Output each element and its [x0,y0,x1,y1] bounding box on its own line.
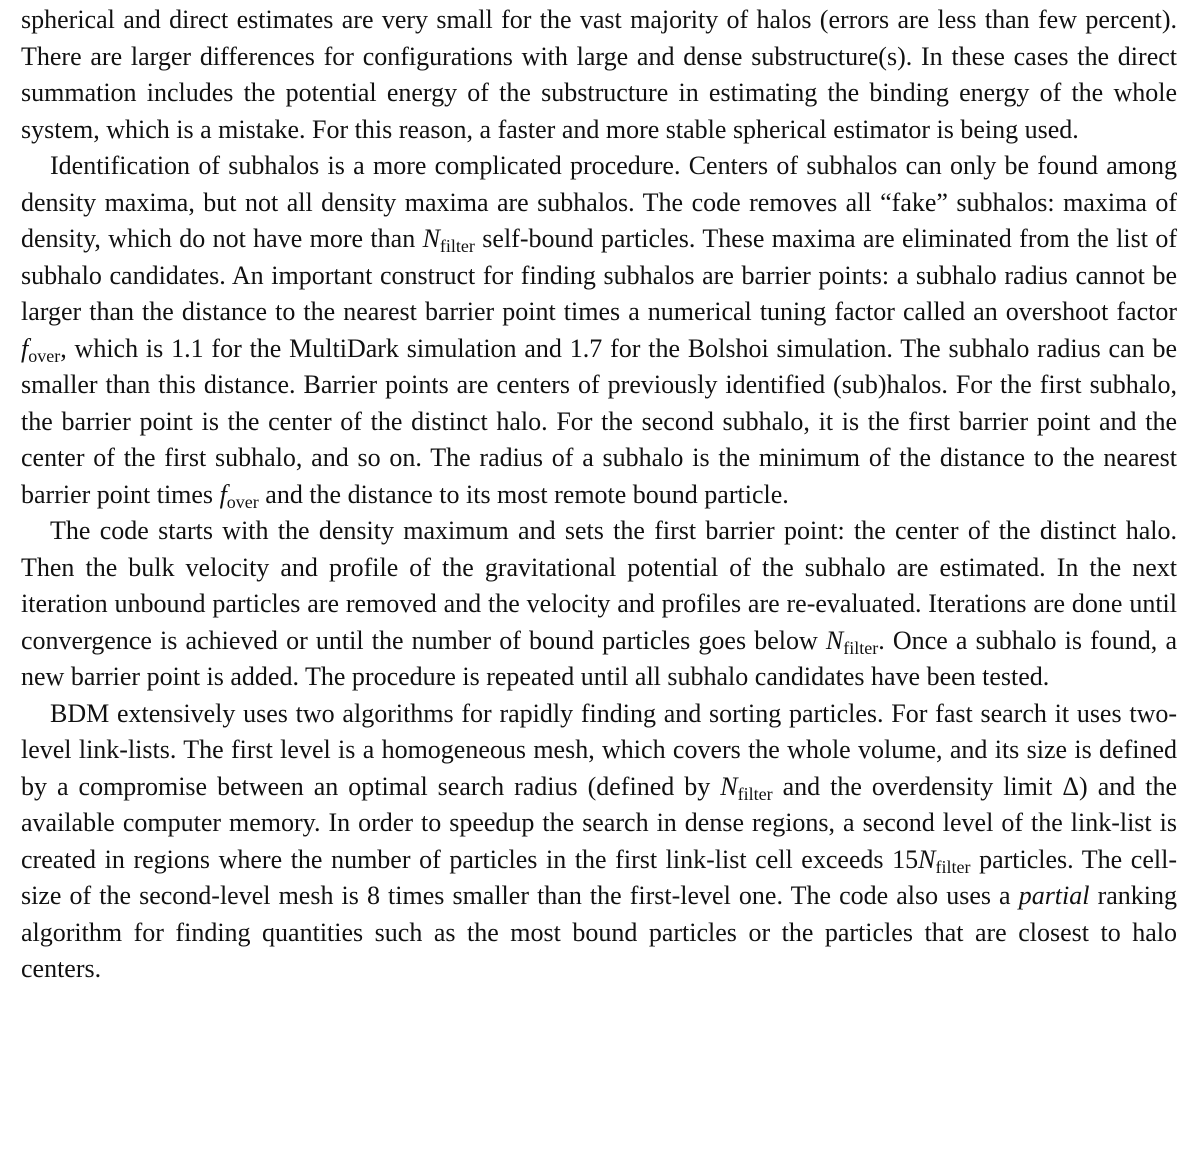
text-run: ranking algorithm for finding quantities such as the most bound particles or the particles that are closest to halo centers. [21,881,1177,983]
text-run: , which is 1.1 for the MultiDark simulation and 1.7 for the Bolshoi simulation. The subhalo radius can be smaller than this distance. Barrier points are centers of previously identified (sub)halos. For the first subhalo, the barrier point is the center of the distinct halo. For the second subhalo, it is the first barrier point and the center of the first subhalo, and so on. The radius of a subhalo is the minimum of the distance to the nearest barrier point times [21,333,1177,509]
math-variable: N [422,224,440,253]
math-symbol [825,625,879,658]
paragraph [21,2,1177,148]
math-symbol [918,844,971,877]
math-variable: N [918,844,936,874]
math-symbol [422,224,475,256]
math-symbol [720,771,773,804]
text-run: and the distance to its most remote bound particle. [258,479,789,509]
text-run: spherical and direct estimates are very small for the vast majority of halos (errors are less than few percent). There are larger differences for configurations with large and dense substructure(s). In these cases the direct summation includes the potential energy of the substructure in estimating the binding energy of the whole system, which is a mistake. For this reason, a faster and more stable spherical estimator is being used. [21,5,1177,144]
math-subscript: filter [737,783,773,804]
text-run: The code starts with the density maximum and sets the first barrier point: the center of the distinct halo. Then the bulk velocity and profile of the gravitational potential of the subhalo are estimated. In the next iteration unbound particles are removed and the velocity and profiles are re-evaluated. Iterations are done until convergence is achieved or until the number of bound particles goes below [21,516,1177,655]
math-symbol [219,479,259,512]
math-subscript: filter [439,236,475,256]
math-subscript: filter [935,856,971,877]
math-subscript: over [28,345,61,366]
math-symbol [21,333,61,366]
paragraph [21,513,1177,696]
math-variable: N [825,625,844,655]
text-run: and the overdensity limit Δ) and the available computer memory. In order to speedup the search in dense regions, a second level of the link-list is created in regions where the number of particles in the first link-list cell exceeds 15 [21,771,1177,874]
paragraph [21,148,1177,513]
math-subscript: filter [843,637,879,658]
math-variable: f [21,333,29,363]
emphasis-text: partial [1018,881,1090,910]
body-text [21,2,1177,988]
math-subscript: over [226,491,259,512]
text-run: Identification of subhalos is a more complicated procedure. Centers of subhalos can only be found among density maxima, but not all density maxima are subhalos. The code removes all “fake” subhalos: maxima of density, which do not have more than [21,151,1177,253]
text-run: self-bound particles. These maxima are eliminated from the list of subhalo candidates. An important construct for finding subhalos are barrier points: a subhalo radius cannot be larger than the distance to the nearest barrier point times a numerical tuning factor called an overshoot factor [21,224,1178,326]
math-variable: N [720,771,738,801]
text-run: . Once a subhalo is found, a new barrier point is added. The procedure is repeated until all subhalo candidates have been tested. [21,625,1177,691]
paragraph [21,696,1177,988]
text-run: BDM extensively uses two algorithms for rapidly finding and sorting particles. For fast search it uses two-level link-lists. The first level is a homogeneous mesh, which covers the whole volume, and its size is defined by a compromise between an optimal search radius (defined by [21,698,1177,801]
math-variable: f [219,479,227,509]
text-run: particles. The cell-size of the second-level mesh is 8 times smaller than the first-level one. The code also uses a [21,844,1177,910]
